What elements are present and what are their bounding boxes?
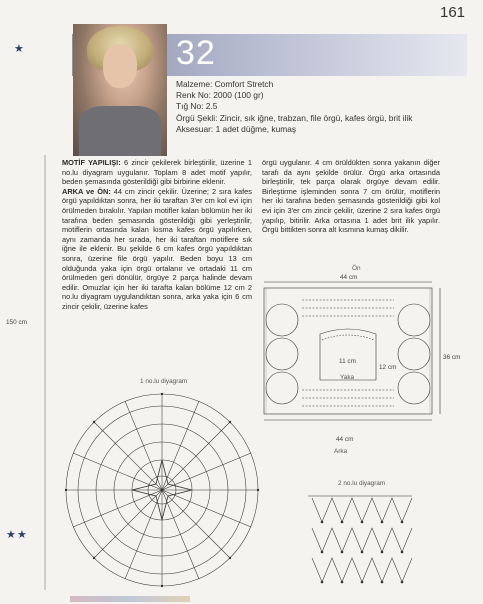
side-measure-label: 150 cm: [6, 319, 27, 326]
on-label: Ön: [352, 265, 361, 272]
spec-aksesuar: Aksesuar: 1 adet düğme, kumaş: [176, 123, 297, 134]
diagram2-label: 2 no.lu diyagram: [338, 480, 386, 487]
instructions-column-1: [62, 158, 252, 312]
star-icon: ★: [14, 43, 24, 55]
top-width-label: 44 cm: [340, 274, 358, 281]
star-icon: ★: [6, 529, 16, 541]
model-number: 32: [176, 34, 216, 72]
motif-heading: MOTİF YAPILIŞI:: [62, 158, 121, 167]
spec-malzeme: Malzeme: Comfort Stretch: [176, 79, 274, 89]
spec-tig-no: Tığ No: 2.5: [176, 101, 218, 112]
bottom-width-label: 44 cm: [336, 436, 354, 443]
yaka-width-label: 11 cm: [339, 358, 356, 365]
model-photo: [73, 24, 167, 156]
mesh-diagram: [306, 492, 416, 592]
yaka-height-label: 12 cm: [379, 364, 397, 371]
arka-label: Arka: [334, 448, 348, 455]
page-number: 161: [440, 4, 466, 21]
instructions-column-2: örgü uygulanır. 4 cm örüldükten sonra yakanın diğer tarafı da aynı şekilde örülür. Örgü arka ortasında birleştirilir, tek parça olarak örgüye devam edilir. Birleştirme işleminden sonra 7 cm örülür, motiflerin her iki tarafına beden şemasında gösterildiği gibi kol evi için 3'er cm zincir çekilir, üzerine 2 sıra kafes örgü yapılıp, bitirilir. Arka ortasına 1 adet brit ilik yapılır. Örgü bittikten sonra alt kısmına kumaş dikilir.: [262, 158, 440, 235]
yaka-label: Yaka: [340, 374, 355, 381]
arka-heading: ARKA ve ÖN:: [62, 186, 111, 196]
arka-text: 44 cm zincir çekilir. Üzerine; 2 sıra kafes örgü yapıldıktan sonra, her iki taraftan 3'er cm kol evi için örülmeden bırakılır. Yapılan motifler kalan bölümün her iki tarafına beden şemasında gösterildiği gibi yerleştirilir, motiflerin ortasında kalan kısma kafes örgü yapılırken, aynı zamanda her sırada, her iki taraftan motiflere sık iğne ile eklenir. Bu şekilde 6 cm kafes örgü yapıldıktan sonra, üzerine file örgü yapılır. Beden boyu 13 cm olduğunda yaka için örgü ortalanır ve ortadaki 11 cm örülmeden geri dönülür, örgüye 2 parça halinde devam edilir. Omuzlar için her iki tarafta kalan bölüme 12 cm 2 no.lu diyagram uygulandıktan sonra, arka yaka için 6 cm zincir çekilir, üzerine kafes: [62, 186, 252, 311]
color-strip: [70, 596, 190, 602]
spec-orgu-sekli: Örgü Şekli: Zincir, sık iğne, trabzan, file örgü, kafes örgü, brit ilik: [176, 112, 413, 123]
spec-renk-no: Renk No: 2000 (100 gr): [176, 90, 264, 101]
motif-text: 6 zincir çekilerek birleştirilir, üzerine 1 no.lu diyagram uygulanır. Toplam 8 adet motif yapılır, beden şemasında gösterildiği gibi birbirine eklenir.: [62, 158, 252, 187]
diagram1-label: 1 no.lu diyagram: [140, 378, 188, 385]
specs-block: [176, 79, 476, 135]
side-measure-line: [40, 0, 50, 600]
height-label: 36 cm: [443, 354, 461, 361]
star-icon: ★: [17, 529, 27, 541]
body-schematic: [262, 280, 452, 450]
motif-diagram: [62, 390, 262, 590]
